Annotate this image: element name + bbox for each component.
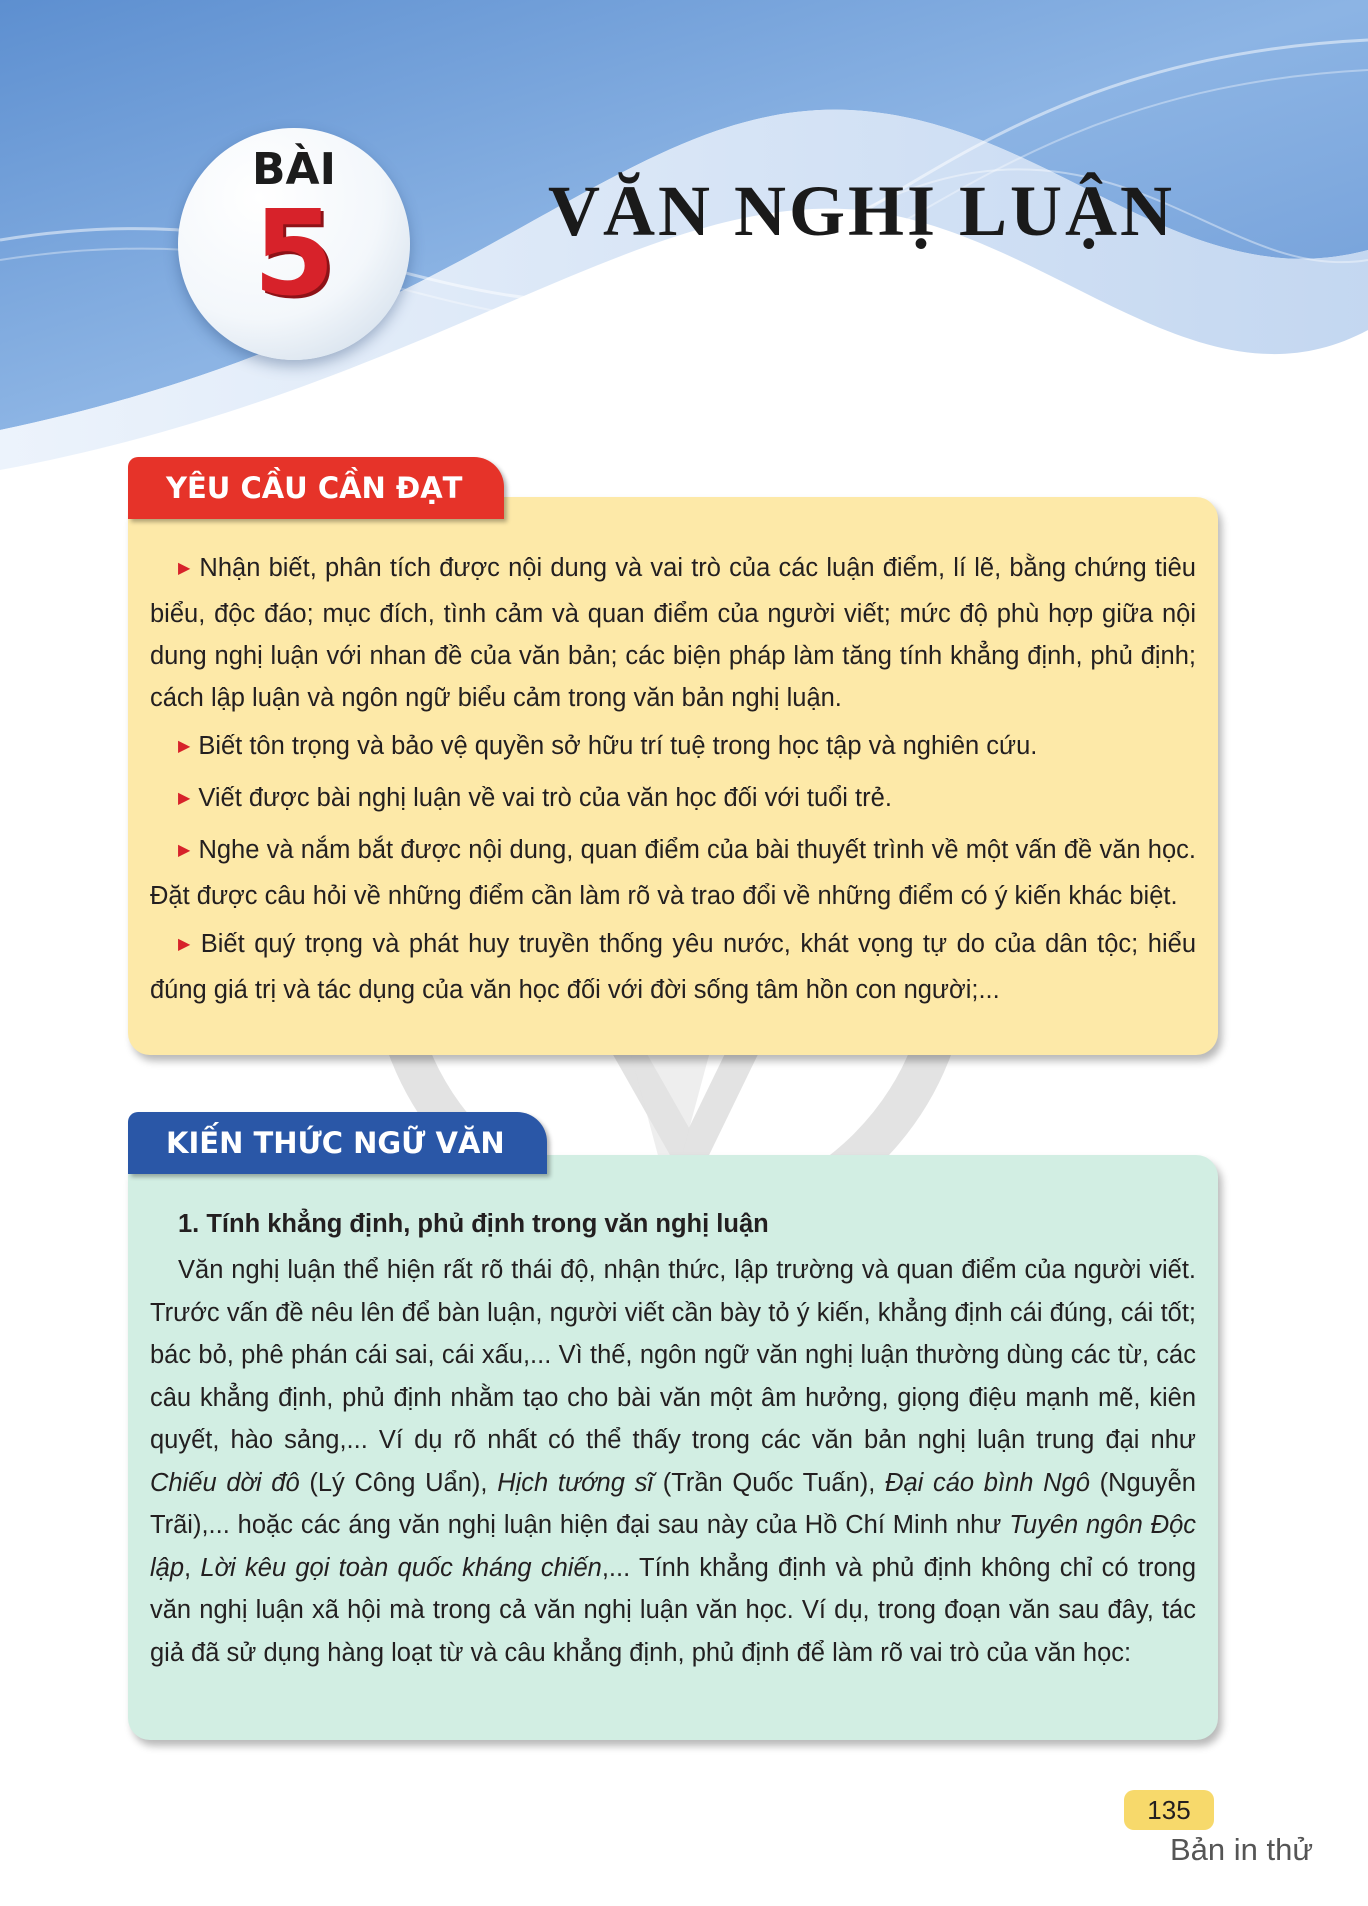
work-title: Lời kêu gọi toàn quốc kháng chiến <box>200 1553 602 1582</box>
work-title: Tuyên ngôn Độc lập <box>150 1511 1196 1582</box>
requirement-item: ▶ Biết tôn trọng và bảo vệ quyền sở hữu trí tuệ trong học tập và nghiên cứu. <box>178 732 1038 760</box>
work-title: Chiếu dời đô <box>150 1468 300 1497</box>
triangle-bullet-icon: ▶ <box>178 842 191 859</box>
page-title: VĂN NGHỊ LUẬN <box>548 171 1176 251</box>
knowledge-paragraph: Văn nghị luận thể hiện rất rõ thái độ, nhận thức, lập trường và quan điểm của người viết. Trước vấn đề nêu lên để bàn luận, người viết cần bày tỏ ý kiến, khẳng định cái đúng, cái tốt; bác bỏ, phê phán cái sai, cái xấu,... Vì thế, ngôn ngữ văn nghị luận thường dùng các từ, các câu khẳng định, phủ định nhằm tạo cho bài văn một âm hưởng, giọng điệu mạnh mẽ, kiên quyết, hào sảng,... Ví dụ rõ nhất có thể thấy trong các văn bản nghị luận trung đại như Chiếu dời đô (Lý Công Uẩn), Hịch tướng sĩ (Trần Quốc Tuấn), Đại cáo bình Ngô (Nguyễn Trãi),... hoặc các áng văn nghị luận hiện đại sau này của Hồ Chí Minh như Tuyên ngôn Độc lập, Lời kêu gọi toàn quốc kháng chiến,... Tính khẳng định và phủ định không chỉ có trong văn nghị luận xã hội mà trong cả văn nghị luận văn học. Ví dụ, trong đoạn văn sau đây, tác giả đã sử dụng hàng loạt từ và câu khẳng định, phủ định để làm rõ vai trò của văn học: <box>150 1256 1197 1667</box>
requirements-heading: YÊU CẦU CẦN ĐẠT <box>128 457 504 519</box>
triangle-bullet-icon: ▶ <box>178 560 192 577</box>
triangle-bullet-icon: ▶ <box>178 790 191 807</box>
knowledge-heading: KIẾN THỨC NGỮ VĂN <box>128 1112 547 1174</box>
requirement-item: ▶ Viết được bài nghị luận về vai trò của văn học đối với tuổi trẻ. <box>178 784 892 812</box>
requirement-item: ▶ Biết quý trọng và phát huy truyền thống yêu nước, khát vọng tự do của dân tộc; hiểu đúng giá trị và tác dụng của văn học đối với đời sống tâm hồn con người;... <box>150 930 1196 1004</box>
page-number: 135 <box>1124 1790 1214 1830</box>
knowledge-subheading: 1. Tính khẳng định, phủ định trong văn nghị luận <box>178 1210 769 1238</box>
triangle-bullet-icon: ▶ <box>178 738 191 755</box>
requirements-box <box>128 497 1218 1055</box>
requirement-item: ▶ Nhận biết, phân tích được nội dung và vai trò của các luận điểm, lí lẽ, bằng chứng tiêu biểu, độc đáo; mục đích, tình cảm và quan điểm của người viết; mức độ phù hợp giữa nội dung nghị luận với nhan đề của văn bản; các biện pháp làm tăng tính khẳng định, phủ định; cách lập luận và ngôn ngữ biểu cảm trong văn bản nghị luận. <box>150 554 1196 712</box>
requirement-item: ▶ Nghe và nắm bắt được nội dung, quan điểm của bài thuyết trình về một vấn đề văn học. Đặt được câu hỏi về những điểm cần làm rõ và trao đổi về những điểm có ý kiến khác biệt. <box>150 836 1196 910</box>
lesson-label: BÀI <box>252 144 336 195</box>
work-title: Hịch tướng sĩ <box>497 1468 654 1497</box>
lesson-badge <box>178 128 410 360</box>
lesson-number: 5 <box>252 184 336 322</box>
draft-stamp: Bản in thử <box>1170 1832 1314 1867</box>
knowledge-box <box>128 1155 1218 1740</box>
work-title: Đại cáo bình Ngô <box>885 1468 1090 1497</box>
triangle-bullet-icon: ▶ <box>178 936 193 953</box>
